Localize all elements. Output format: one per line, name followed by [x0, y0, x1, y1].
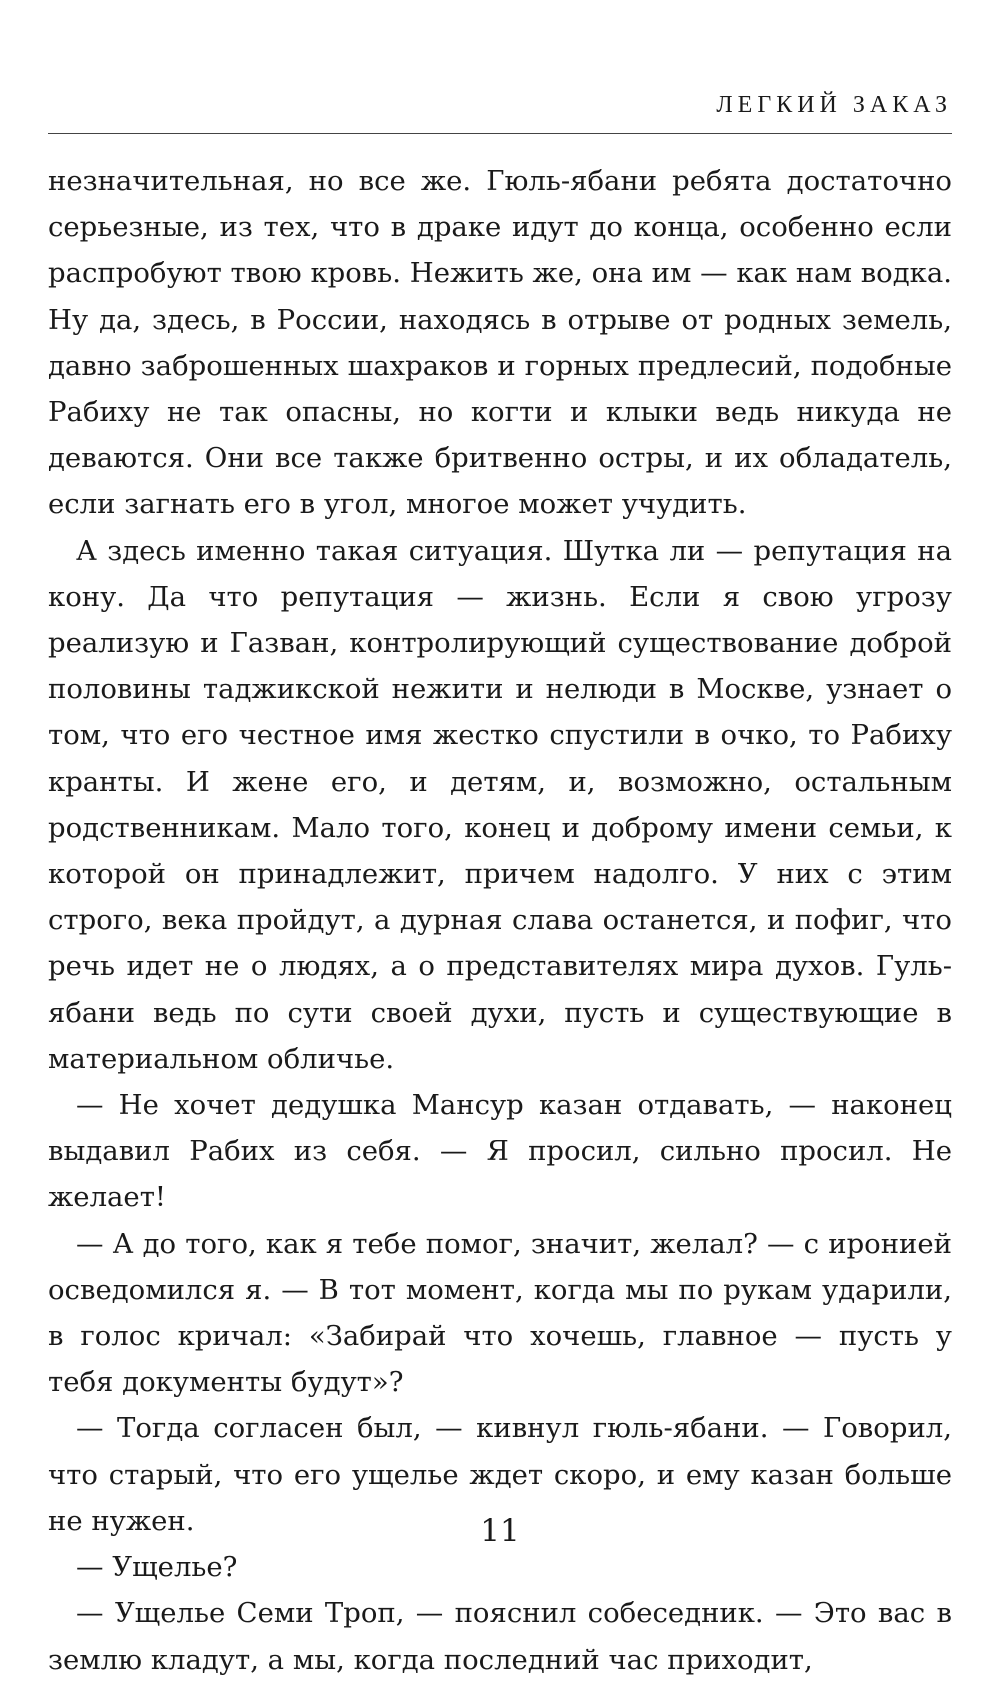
running-title: ЛЕГКИЙ ЗАКАЗ [716, 92, 952, 118]
paragraph: А здесь именно такая ситуация. Шутка ли — репутация на кону. Да что репутация — жизнь. Если я свою угрозу реализую и Газван, контролирующий существование доброй половины таджикской нежити и нелюди в Москве, узнает о том, что его честное имя жестко спустили в очко, то Рабиху кранты. И жене его, и детям, и, возможно, остальным родственникам. Мало того, конец и доброму имени семьи, к которой он принадлежит, причем надолго. У них с этим строго, века пройдут, а дурная слава останется, и пофиг, что речь идет не о людях, а о представителях мира духов. Гуль-ябани ведь по сути своей духи, пусть и существующие в материальном обличье. [48, 534, 952, 1075]
paragraph: — Ущелье Семи Троп, — пояснил собеседник. — Это вас в землю кладут, а мы, когда последний час приходит, [48, 1597, 952, 1676]
paragraph: — Ущелье? [76, 1551, 238, 1584]
header-rule [48, 133, 952, 134]
page-number: 11 [480, 1513, 520, 1549]
paragraph: — Не хочет дедушка Мансур казан отдавать, — наконец выдавил Рабих из себя. — Я просил, сильно просил. Не желает! [48, 1089, 952, 1214]
paragraph: незначительная, но все же. Гюль-ябани ребята достаточно серьезные, из тех, что в драке идут до конца, особенно если распробуют твою кровь. Нежить же, она им — как нам водка. Ну да, здесь, в России, находясь в отрыве от родных земель, давно заброшенных шахраков и горных предлесий, подобные Рабиху не так опасны, но когти и клыки ведь никуда не деваются. Они все также бритвенно остры, и их обладатель, если загнать его в угол, многое может учудить. [48, 165, 952, 521]
body-text [48, 158, 952, 1683]
paragraph: — А до того, как я тебе помог, значит, желал? — с иронией осведомился я. — В тот момент, когда мы по рукам ударили, в голос кричал: «Забирай что хочешь, главное — пусть у тебя документы будут»? [48, 1227, 952, 1399]
paragraph: — Тогда согласен был, — кивнул гюль-ябани. — Говорил, что старый, что его ущелье ждет скоро, и ему казан больше не нужен. [48, 1412, 952, 1537]
